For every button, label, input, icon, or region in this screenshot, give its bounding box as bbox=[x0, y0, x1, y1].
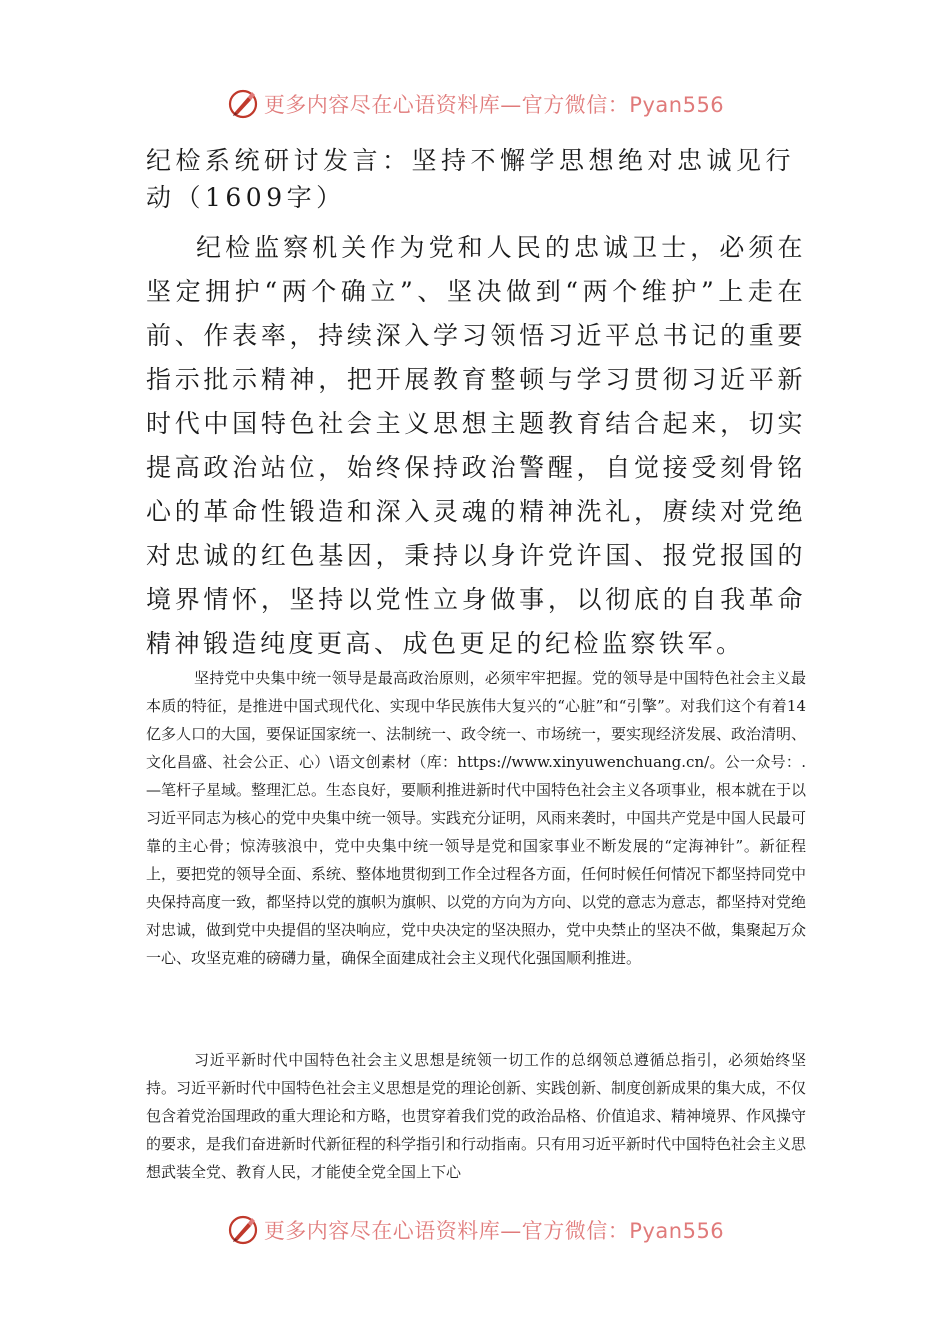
header-banner-text: 更多内容尽在心语资料库—官方微信：Pyan556 bbox=[263, 93, 725, 117]
article-title: 纪检系统研讨发言：坚持不懈学思想绝对忠诚见行动（1609字） bbox=[146, 146, 796, 212]
footer-banner bbox=[0, 1210, 950, 1250]
header-banner bbox=[0, 84, 950, 124]
pen-logo-icon bbox=[226, 87, 260, 121]
pen-logo-icon bbox=[226, 1213, 260, 1247]
body-paragraph-2: 习近平新时代中国特色社会主义思想是统领一切工作的总纲领总遵循总指引，必须始终坚持。习近平新时代中国特色社会主义思想是党的理论创新、实践创新、制度创新成果的集大成，不仅包含着党治国理政的重大理论和方略，也贯穿着我们党的政治品格、价值追求、精神境界、作风操守的要求，是我们奋进新时代新征程的科学指引和行动指南。只有用习近平新时代中国特色社会主义思想武装全党、教育人民，才能使全党全国上下心 bbox=[146, 1051, 807, 1181]
footer-banner-text: 更多内容尽在心语资料库—官方微信：Pyan556 bbox=[263, 1219, 725, 1243]
lead-paragraph: 纪检监察机关作为党和人民的忠诚卫士，必须在坚定拥护“两个确立”、坚决做到“两个维护”上走在前、作表率，持续深入学习领悟习近平总书记的重要指示批示精神，把开展教育整顿与学习贯彻习近平新时代中国特色社会主义思想主题教育结合起来，切实提高政治站位，始终保持政治警醒，自觉接受刻骨铭心的革命性锻造和深入灵魂的精神洗礼，赓续对党绝对忠诚的红色基因，秉持以身许党许国、报党报国的境界情怀，坚持以党性立身做事，以彻底的自我革命精神锻造纯度更高、成色更足的纪检监察铁军。 bbox=[146, 233, 806, 658]
body-paragraph-1: 坚持党中央集中统一领导是最高政治原则，必须牢牢把握。党的领导是中国特色社会主义最本质的特征，是推进中国式现代化、实现中华民族伟大复兴的“心脏”和“引擎”。对我们这个有着14亿多人口的大国，要保证国家统一、法制统一、政令统一、市场统一，要实现经济发展、政治清明、文化昌盛、社会公正、心）\语文创素材（库：https://www.xinyuwenchuang.cn/。公一众号：.—笔杆子星域。整理汇总。生态良好，要顺利推进新时代中国特色社会主义各项事业，根本就在于以习近平同志为核心的党中央集中统一领导。实践充分证明，风雨来袭时，中国共产党是中国人民最可靠的主心骨；惊涛骇浪中，党中央集中统一领导是党和国家事业不断发展的“定海神针”。新征程上，要把党的领导全面、系统、整体地贯彻到工作全过程各方面，任何时候任何情况下都坚持同党中央保持高度一致，都坚持以党的旗帜为旗帜、以党的方向为方向、以党的意志为意志，都坚持对党绝对忠诚，做到党中央提倡的坚决响应，党中央决定的坚决照办，党中央禁止的坚决不做，集聚起万众一心、攻坚克难的磅礴力量，确保全面建成社会主义现代化强国顺利推进。 bbox=[146, 669, 807, 967]
